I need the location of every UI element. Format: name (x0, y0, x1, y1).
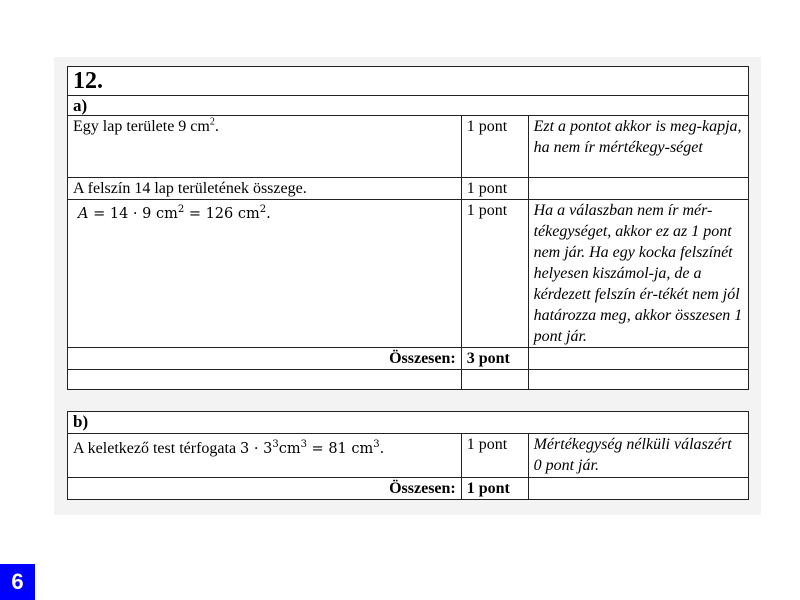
grading-note: Mértékegység nélküli válaszért 0 pont jár. (528, 434, 748, 478)
page-number-badge: 6 (0, 564, 35, 600)
empty-row (68, 370, 749, 390)
table-row (68, 434, 749, 478)
table-row (68, 178, 749, 200)
total-label: Összesen: (68, 348, 462, 370)
step-text: A felszín 14 lap területének összege. (68, 178, 462, 200)
problem-number: 12. (68, 67, 749, 96)
step-points: 1 pont (461, 200, 528, 348)
table-row (68, 116, 749, 178)
total-label: Összesen: (68, 478, 462, 500)
surface-formula: A = 14 · 9 $cm^2 = 126$ $cm^2$. (68, 200, 462, 348)
table-row (68, 200, 749, 348)
grading-note (528, 178, 748, 200)
total-value: 3 pont (461, 348, 528, 370)
step-points: 1 pont (461, 116, 528, 178)
total-row (68, 478, 749, 500)
scoring-table-part-b (67, 411, 749, 500)
grading-note: Ezt a pontot akkor is meg-kapja, ha nem ír mértékegy-séget (528, 116, 748, 178)
total-value: 1 pont (461, 478, 528, 500)
scoring-table-part-a (67, 66, 749, 390)
step-text: Egy lap területe 9 $cm^2$. (68, 116, 462, 178)
volume-step-text: A keletkező test térfogata $3 \cdot 3^3cm^3 = 81$ $cm^3$. (68, 434, 462, 478)
grading-note: Ha a válaszban nem ír mér-tékegységet, akkor ez az 1 pont nem jár. Ha egy kocka felszínét helyesen kiszámol-ja, de a kérdezett felszín ér-tékét nem jól határozza meg, akkor összesen 1 pont jár. (528, 200, 748, 348)
part-a-label: a) (68, 96, 749, 116)
part-b-label: b) (68, 412, 749, 434)
step-points: 1 pont (461, 434, 528, 478)
step-points: 1 pont (461, 178, 528, 200)
total-row (68, 348, 749, 370)
